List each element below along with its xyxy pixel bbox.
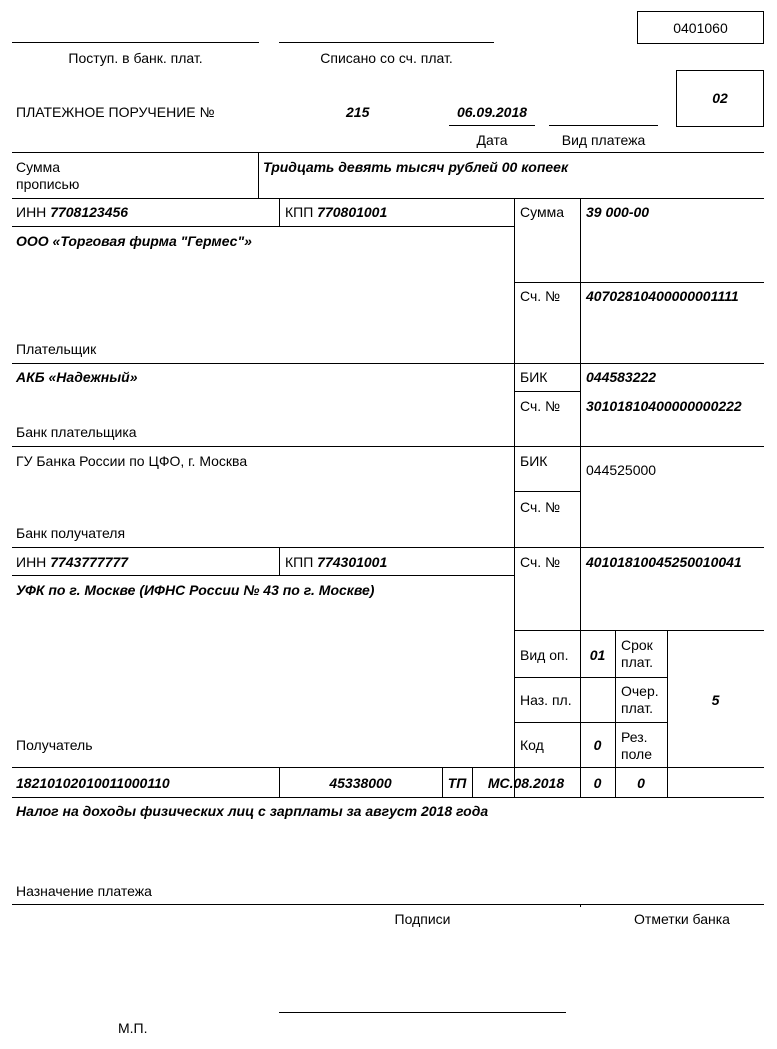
amount-words-label-2: прописью [16,176,80,192]
payee-kpp-label: КПП [285,554,314,570]
payee-inn [16,554,128,570]
stamp-label: М.П. [118,1020,148,1036]
tax-basis: ТП [447,775,467,791]
grid-line [258,152,259,198]
grid-line [279,547,280,575]
received-label: Поступ. в банк. плат. [68,50,203,66]
payment-type-label: Вид платежа [561,132,646,148]
payer-bank-label: Банк плательщика [16,424,137,440]
purpose-text: Налог на доходы физических лиц с зарплаты за август 2018 года [16,803,489,819]
payer-kpp-value: 770801001 [317,204,388,220]
payer-kpp [285,204,387,220]
amount-value: 39 000-00 [586,204,650,220]
document-number: 215 [346,104,370,120]
grid-line [514,491,580,492]
payee-bank-label: Банк получателя [16,525,126,541]
payer-bank-name: АКБ «Надежный» [16,369,138,385]
tax-doc-date: 0 [637,775,645,791]
payer-name: ООО «Торговая фирма "Гермес"» [16,233,252,249]
code-value: 0 [593,737,602,753]
grid-line [12,904,764,905]
payee-account-value: 40101810045250010041 [586,554,742,570]
payer-kpp-label: КПП [285,204,314,220]
code-label: Код [520,737,544,753]
grid-line [514,722,667,723]
grid-line [514,391,580,392]
purpose-label: Назначение платежа [16,883,152,899]
debited-line [279,42,494,43]
debited-label: Списано со сч. плат. [320,50,453,66]
payee-bank-acc-label: Сч. № [520,499,561,515]
amount-words-label-1: Сумма [16,159,60,175]
status-value: 02 [712,90,728,106]
payer-bank-acc-label: Сч. № [520,398,561,414]
payment-type-line [549,125,658,126]
grid-line [12,363,764,364]
payer-bank-bik: 044583222 [586,369,657,385]
payer-account-label: Сч. № [520,288,561,304]
term-label-1: Срок [621,637,653,653]
tax-kbk: 18210102010011000110 [16,775,170,791]
payer-bank-bik-label: БИК [520,369,548,385]
tax-period: МС.08.2018 [487,775,565,791]
payee-bank-name: ГУ Банка России по ЦФО, г. Москва [16,453,248,469]
grid-line [667,630,668,797]
payer-inn-label: ИНН [16,204,47,220]
payer-label: Плательщик [16,341,97,357]
received-line [12,42,259,43]
form-code: 0401060 [673,20,728,36]
grid-line [12,226,514,227]
grid-line [514,198,515,797]
grid-line [580,198,581,630]
reserve-label-2: поле [621,746,653,762]
grid-line [279,198,280,226]
payer-inn [16,204,128,220]
tax-oktmo: 45338000 [329,775,392,791]
grid-line [12,797,764,798]
payer-inn-value: 7708123456 [50,204,129,220]
signatures-label: Подписи [394,911,451,927]
date-line [449,125,535,126]
amount-label: Сумма [520,204,564,220]
payee-inn-value: 7743777777 [50,554,129,570]
payee-name: УФК по г. Москве (ИФНС России № 43 по г. Москве) [16,582,375,598]
grid-line [514,677,667,678]
tax-doc-number: 0 [593,775,602,791]
payee-kpp-value: 774301001 [317,554,388,570]
op-type-label: Вид оп. [520,647,569,663]
payee-label: Получатель [16,737,93,753]
reserve-label-1: Рез. [621,729,648,745]
op-type-value: 01 [589,647,606,663]
grid-line [514,630,764,631]
amount-words-value: Тридцать девять тысяч рублей 00 копеек [263,159,569,175]
term-label-2: плат. [621,654,653,670]
payee-account-label: Сч. № [520,554,561,570]
payee-kpp [285,554,387,570]
grid-line [580,904,581,907]
date-label: Дата [476,132,508,148]
purpose-code-label: Наз. пл. [520,692,572,708]
grid-line [12,767,764,768]
grid-line [12,575,514,576]
grid-line [12,547,764,548]
document-title: ПЛАТЕЖНОЕ ПОРУЧЕНИЕ № [16,104,215,120]
grid-line [12,198,764,199]
grid-line [12,152,764,153]
payee-bank-bik: 044525000 [586,462,657,478]
payer-account-value: 40702810400000001111 [586,288,739,304]
signature-line [279,1012,566,1013]
order-label-1: Очер. [621,683,659,699]
order-value: 5 [711,692,720,708]
payee-bank-bik-label: БИК [520,453,548,469]
bank-marks-label: Отметки банка [634,911,730,927]
order-label-2: плат. [621,700,653,716]
grid-line [514,282,764,283]
payer-bank-acc: 30101810400000000222 [586,398,742,414]
document-date: 06.09.2018 [456,104,528,120]
payee-inn-label: ИНН [16,554,47,570]
grid-line [12,446,764,447]
grid-line [615,630,616,797]
